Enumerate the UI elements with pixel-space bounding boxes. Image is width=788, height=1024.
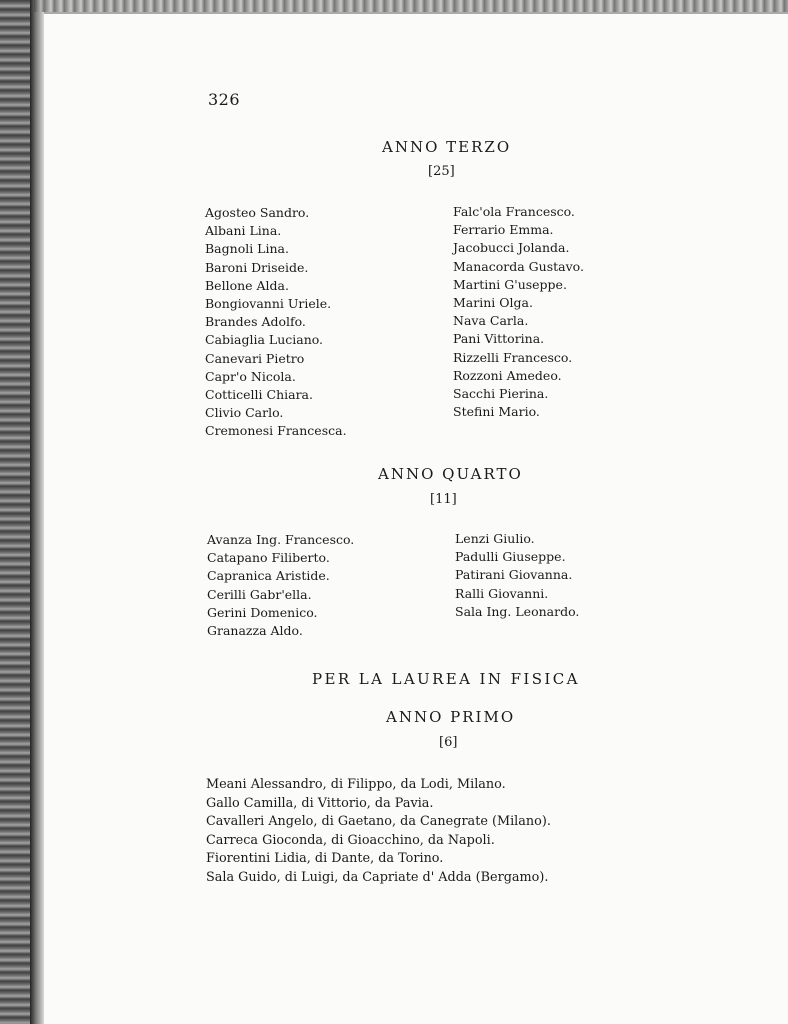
list-item: Fiorentini Lidia, di Dante, da Torino. [206, 851, 444, 866]
list-item: Meani Alessandro, di Filippo, da Lodi, Milano. [206, 777, 506, 792]
list-item: Jacobucci Jolanda. [453, 240, 570, 256]
list-item: Falc'ola Francesco. [453, 204, 575, 219]
list-item: Carreca Gioconda, di Gioacchino, da Napoli. [206, 832, 495, 848]
scan-binding-shadow [30, 0, 44, 1024]
list-item: Nava Carla. [453, 313, 529, 329]
list-item: Ralli Giovanni. [455, 585, 549, 601]
list-item: Bellone Alda. [205, 277, 289, 293]
list-item: Stefini Mario. [453, 404, 540, 420]
list-item: Padulli Giuseppe. [455, 549, 566, 565]
section-heading-anno-quarto: ANNO QUARTO [378, 465, 523, 483]
name-list-left-anno-quarto [207, 531, 354, 640]
list-item: Catapano Filiberto. [207, 550, 330, 566]
list-item: Granazza Aldo. [207, 622, 303, 638]
list-item: Cremonesi Francesca. [205, 423, 347, 439]
list-item: Agosteo Sandro. [205, 205, 310, 220]
list-item: Avanza Ing. Francesco. [207, 532, 355, 547]
list-item: Bongiovanni Uriele. [205, 295, 332, 311]
name-list-left-anno-terzo [205, 204, 347, 440]
list-item: Martini G'useppe. [453, 276, 567, 292]
list-item: Clivio Carlo. [205, 405, 284, 421]
section-heading-anno-terzo: ANNO TERZO [382, 138, 512, 156]
section-count-anno-primo: [6] [439, 735, 458, 750]
scan-top-edge [34, 0, 788, 12]
section-subheading-anno-primo: ANNO PRIMO [386, 708, 516, 726]
list-item: Bagnoli Lina. [205, 241, 289, 257]
section-count-anno-quarto: [11] [430, 492, 457, 507]
scan-top-line [44, 12, 788, 14]
list-item: Ferrario Emma. [453, 222, 554, 238]
student-list-laurea-fisica [206, 776, 551, 887]
list-item: Rizzelli Francesco. [453, 349, 573, 365]
list-item: Baroni Driseide. [205, 259, 309, 275]
list-item: Marini Olga. [453, 294, 533, 310]
list-item: Capr'o Nicola. [205, 368, 296, 384]
section-heading-laurea-fisica: PER LA LAUREA IN FISICA [312, 670, 580, 688]
list-item: Cabiaglia Luciano. [205, 332, 324, 348]
list-item: Sala Ing. Leonardo. [455, 603, 580, 619]
list-item: Sala Guido, di Luigi, da Capriate d' Adda (Bergamo). [206, 869, 549, 885]
list-item: Canevari Pietro [205, 350, 305, 366]
list-item: Pani Vittorina. [453, 331, 545, 347]
list-item: Gerini Domenico. [207, 604, 318, 620]
list-item: Sacchi Pierina. [453, 385, 549, 401]
scan-left-edge [0, 0, 34, 1024]
list-item: Cavalleri Angelo, di Gaetano, da Canegrate (Milano). [206, 814, 551, 829]
section-count-anno-terzo: [25] [428, 164, 455, 179]
list-item: Brandes Adolfo. [205, 314, 306, 330]
list-item: Capranica Aristide. [207, 568, 330, 584]
list-item: Gallo Camilla, di Vittorio, da Pavia. [206, 795, 434, 811]
list-item: Lenzi Giulio. [455, 531, 535, 546]
list-item: Cerilli Gabr'ella. [207, 586, 312, 602]
list-item: Cotticelli Chiara. [205, 386, 313, 402]
list-item: Rozzoni Amedeo. [453, 367, 562, 383]
name-list-right-anno-terzo [453, 203, 584, 421]
list-item: Manacorda Gustavo. [453, 258, 584, 274]
name-list-right-anno-quarto [455, 530, 579, 621]
page-number: 326 [208, 90, 241, 109]
list-item: Patirani Giovanna. [455, 567, 573, 583]
list-item: Albani Lina. [205, 223, 282, 239]
